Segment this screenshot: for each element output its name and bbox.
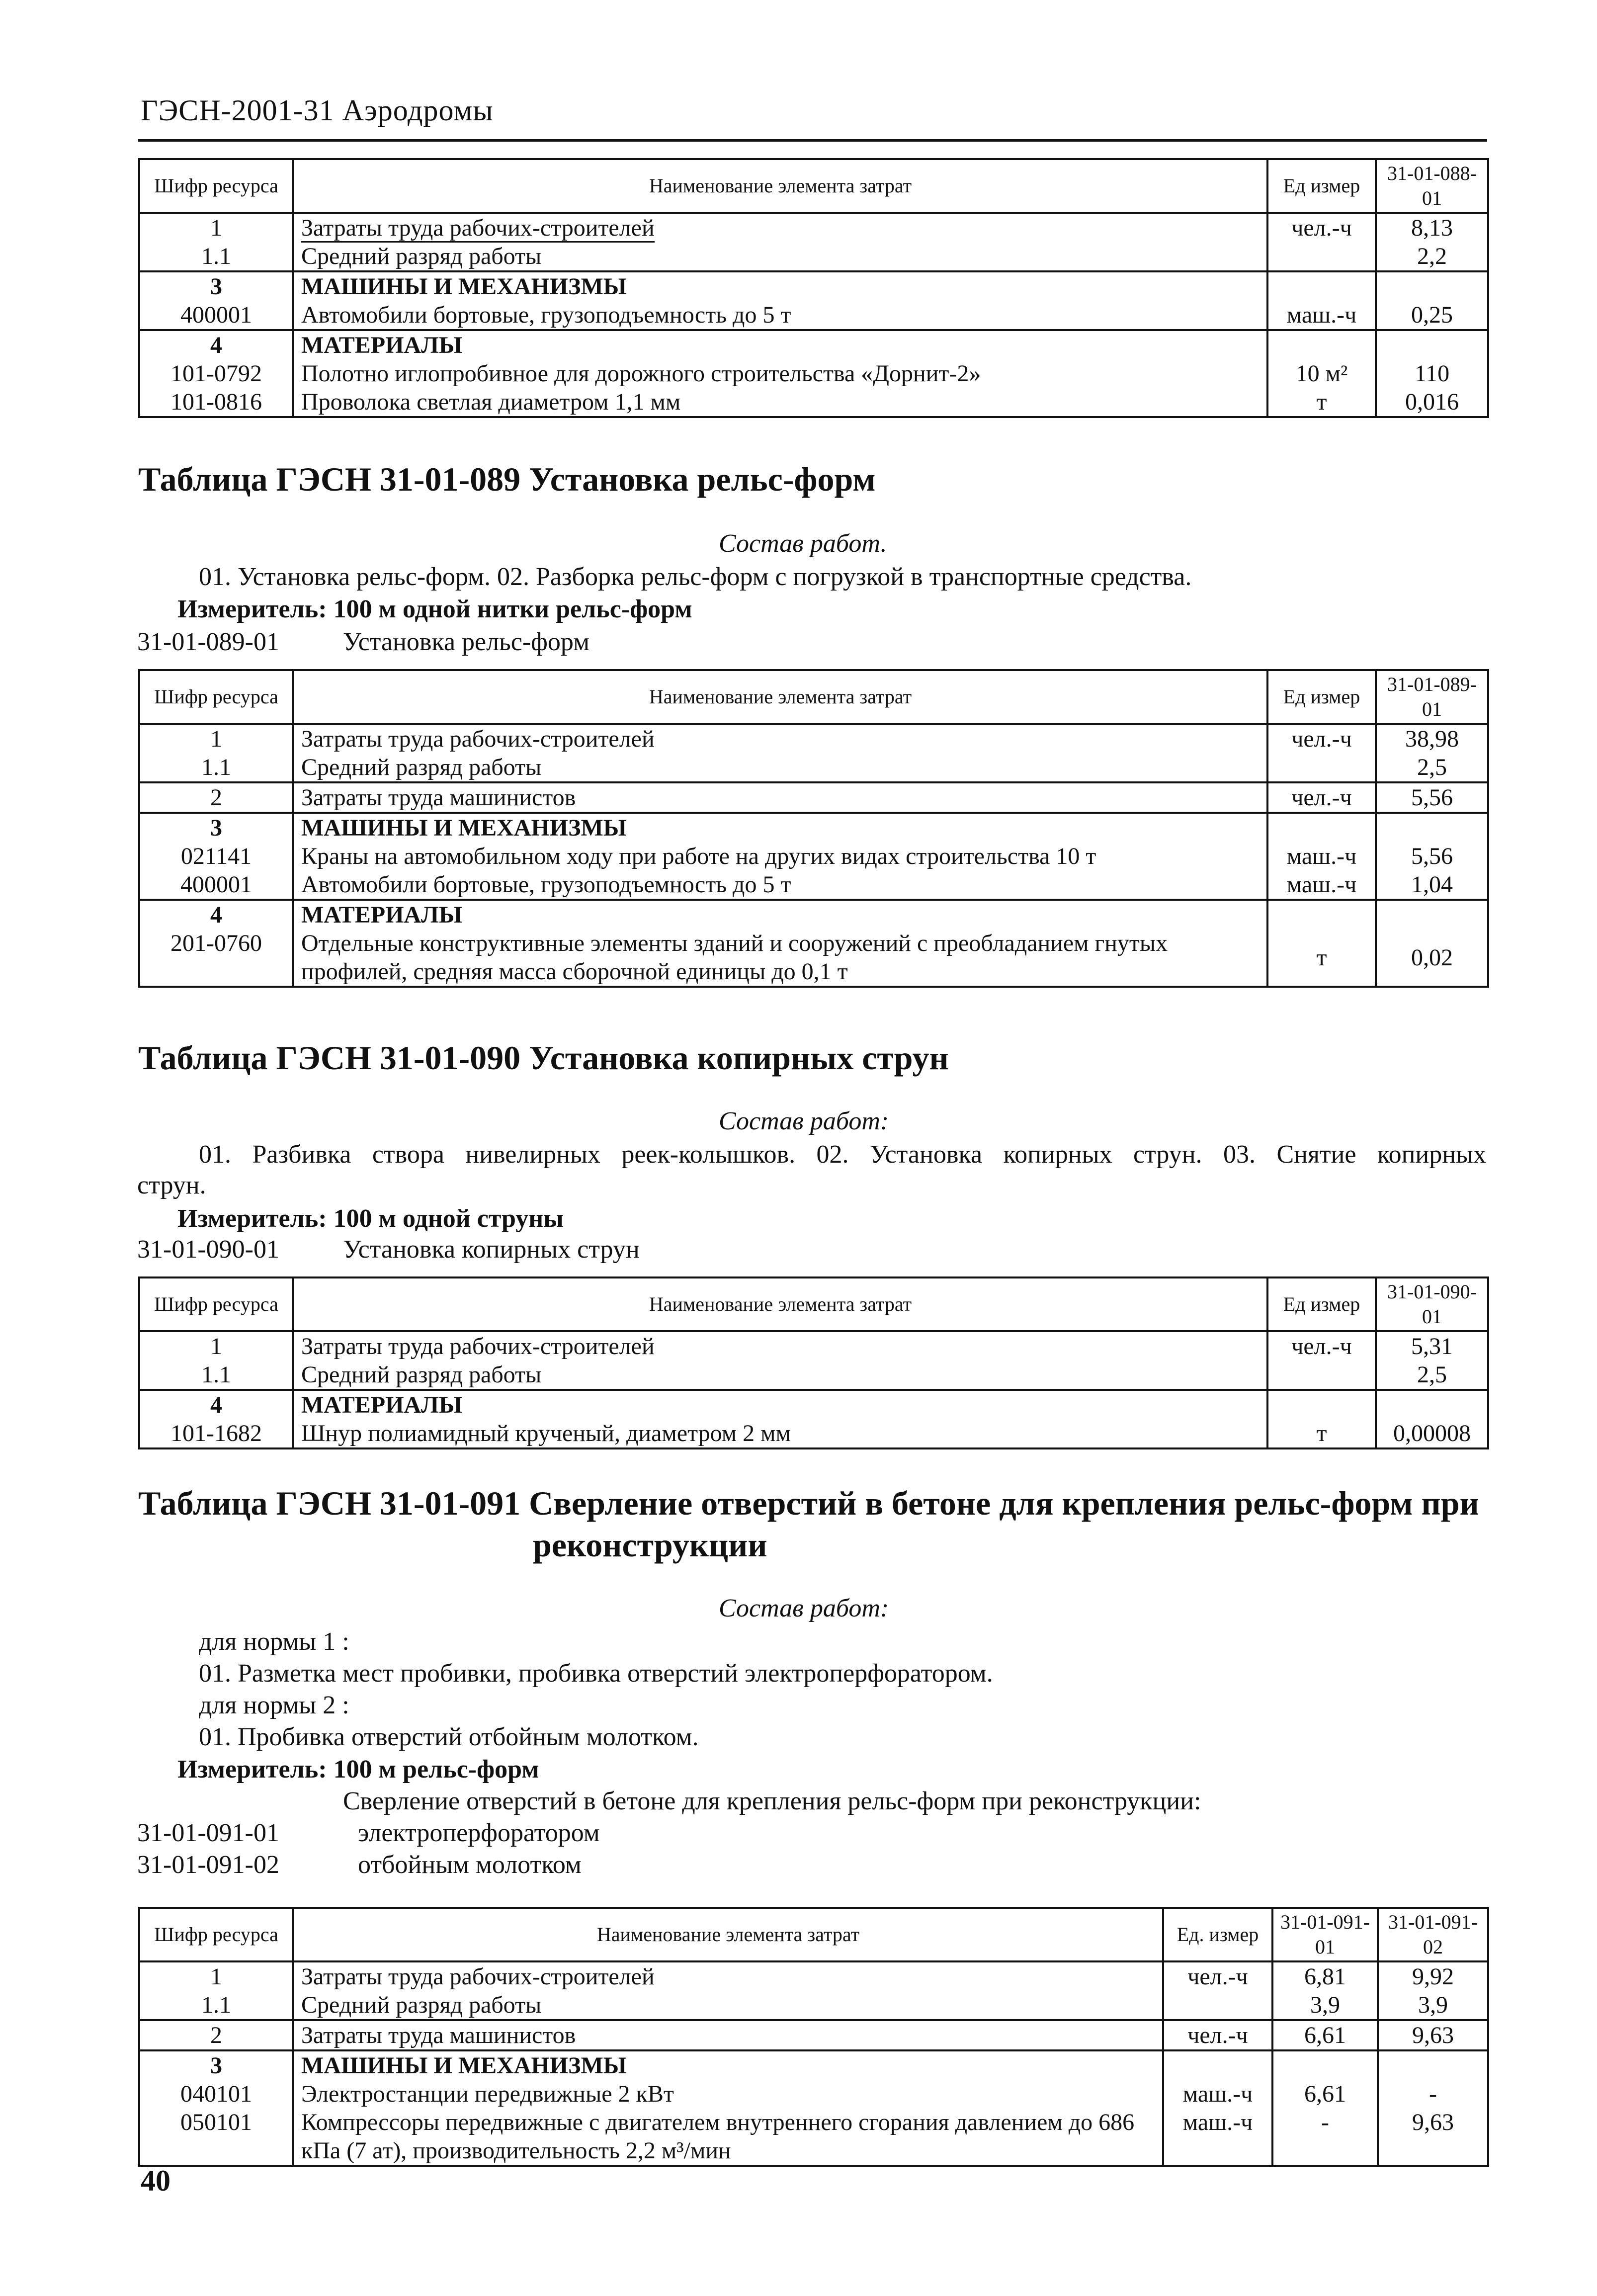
col-header-name: Наименование элемента затрат	[293, 1908, 1163, 1961]
row-name: Затраты труда рабочих-строителей	[293, 1331, 1267, 1361]
row-unit: чел.-ч	[1163, 2020, 1272, 2050]
row-name: Затраты труда машинистов	[293, 782, 1267, 813]
table-row	[139, 900, 1488, 929]
row-unit	[1267, 1390, 1376, 1419]
row-value: 1,04	[1376, 870, 1488, 900]
table-row	[139, 2050, 1488, 2080]
table-header-row	[139, 159, 1488, 213]
row-code: 1.1	[139, 753, 293, 782]
row-code: 1	[139, 1331, 293, 1361]
table-row	[139, 242, 1488, 271]
row-unit	[1267, 271, 1376, 301]
col-header-name: Наименование элемента затрат	[293, 670, 1267, 724]
row-unit: маш.-ч	[1163, 2080, 1272, 2108]
row-code: 101-0792	[139, 359, 293, 388]
table-row	[139, 2080, 1488, 2108]
measure-unit: Измеритель: 100 м одной струны	[177, 1204, 564, 1233]
running-header: ГЭСН-2001-31 Аэродромы	[141, 94, 494, 127]
row-name: Отдельные конструктивные элементы зданий и сооружений с преобладанием гнутых профилей, средняя масса сборочной единицы до 0,1 т	[293, 929, 1267, 987]
table-row	[139, 842, 1488, 870]
table-row	[139, 388, 1488, 417]
row-name: Полотно иглопробивное для дорожного строительства «Дорнит-2»	[301, 360, 981, 387]
row-value: 5,56	[1376, 782, 1488, 813]
row-code: 2	[139, 782, 293, 813]
row-group-title: МАТЕРИАЛЫ	[293, 900, 1267, 929]
row-code: 1	[139, 1961, 293, 1991]
row-value: 8,13	[1376, 213, 1488, 242]
col-header-code: Шифр ресурса	[139, 1277, 293, 1331]
resource-table-091	[138, 1907, 1489, 2167]
row-group-title: МАТЕРИАЛЫ	[293, 1390, 1267, 1419]
col-header-name: Наименование элемента затрат	[293, 159, 1267, 213]
col-header-norm: 31-01-090-01	[1376, 1277, 1488, 1331]
work-composition-label: Состав работ:	[719, 1594, 889, 1622]
table-row	[139, 213, 1488, 242]
row-name: Шнур полиамидный крученый, диаметром 2 мм	[293, 1419, 1267, 1448]
row-code: 4	[139, 1390, 293, 1419]
section-title-091-cont: реконструкции	[533, 1526, 767, 1564]
table-row	[139, 1361, 1488, 1390]
row-group-title: МАШИНЫ И МЕХАНИЗМЫ	[293, 813, 1267, 842]
row-name: Краны на автомобильном ходу при работе на других видах строительства 10 т	[301, 843, 1096, 869]
norm1-work: 01. Разметка мест пробивки, пробивка отверстий электроперфоратором.	[199, 1659, 993, 1688]
table-row	[139, 1419, 1488, 1448]
col-header-unit: Ед измер	[1267, 159, 1376, 213]
row-unit	[1267, 1361, 1376, 1390]
row-value-2: 9,63	[1378, 2108, 1488, 2166]
row-unit: т	[1267, 1419, 1376, 1448]
work-composition-text-cont: струн.	[137, 1171, 206, 1199]
table-row	[139, 301, 1488, 330]
work-composition-text: 01. Установка рельс-форм. 02. Разборка рельс-форм с погрузкой в транспортные средства.	[199, 563, 1192, 591]
col-header-code: Шифр ресурса	[139, 670, 293, 724]
work-composition-label: Состав работ.	[719, 529, 887, 558]
resource-table-089	[138, 669, 1489, 988]
col-header-unit: Ед измер	[1267, 670, 1376, 724]
row-group-title: МАШИНЫ И МЕХАНИЗМЫ	[293, 2050, 1163, 2080]
resource-table-088	[138, 158, 1489, 418]
row-value	[1376, 271, 1488, 301]
row-value-1: 6,81	[1272, 1961, 1378, 1991]
norm1-label: для нормы 1 :	[199, 1627, 349, 1656]
row-value-1: 6,61	[1272, 2080, 1378, 2108]
col-header-norm-2: 31-01-091-02	[1378, 1908, 1488, 1961]
table-header-row	[139, 1908, 1488, 1961]
row-code: 3	[139, 2050, 293, 2080]
row-name: Средний разряд работы	[301, 1992, 542, 2018]
row-code: 201-0760	[139, 929, 293, 987]
row-unit	[1267, 900, 1376, 929]
row-code: 400001	[139, 301, 293, 330]
norm-code: 31-01-089-01	[137, 628, 279, 656]
measure-unit: Измеритель: 100 м одной нитки рельс-форм	[177, 595, 692, 623]
norm-description: электроперфоратором	[358, 1819, 600, 1847]
norm2-label: для нормы 2 :	[199, 1691, 349, 1719]
row-value: 2,5	[1376, 753, 1488, 782]
row-code: 101-1682	[139, 1419, 293, 1448]
col-header-code: Шифр ресурса	[139, 1908, 293, 1961]
row-code: 021141	[139, 842, 293, 870]
row-code: 2	[139, 2020, 293, 2050]
row-value	[1376, 900, 1488, 929]
norm-description: Установка копирных струн	[343, 1235, 640, 1264]
row-unit: т	[1267, 929, 1376, 987]
row-value-2: 9,63	[1378, 2020, 1488, 2050]
row-value	[1376, 813, 1488, 842]
page-number: 40	[141, 2164, 170, 2197]
table-row	[139, 753, 1488, 782]
table-row	[139, 2020, 1488, 2050]
table-row	[139, 929, 1488, 987]
row-value-1	[1272, 2050, 1378, 2080]
row-value: 0,016	[1376, 388, 1488, 417]
row-code: 050101	[139, 2108, 293, 2166]
table-row	[139, 1331, 1488, 1361]
row-value-1: 6,61	[1272, 2020, 1378, 2050]
row-code: 1	[139, 724, 293, 753]
row-group-title: МАТЕРИАЛЫ	[293, 330, 1267, 359]
row-unit	[1267, 330, 1376, 359]
row-code: 1.1	[139, 1361, 293, 1390]
table-header-row	[139, 1277, 1488, 1331]
row-name: Затраты труда машинистов	[293, 2020, 1163, 2050]
col-header-norm: 31-01-088-01	[1376, 159, 1488, 213]
norm-description: отбойным молотком	[358, 1851, 582, 1879]
row-name: Средний разряд работы	[301, 243, 542, 269]
row-unit: чел.-ч	[1267, 213, 1376, 242]
section-title-091: Таблица ГЭСН 31-01-091 Сверление отверстий в бетоне для крепления рельс-форм при	[138, 1484, 1479, 1522]
row-unit: т	[1267, 388, 1376, 417]
section-title-090: Таблица ГЭСН 31-01-090 Установка копирных струн	[138, 1039, 949, 1077]
norm-code: 31-01-090-01	[137, 1235, 279, 1264]
row-name: Автомобили бортовые, грузоподъемность до 5 т	[301, 302, 791, 328]
row-value-2: 9,92	[1378, 1961, 1488, 1991]
row-value	[1376, 1390, 1488, 1419]
row-value-1: 3,9	[1272, 1991, 1378, 2020]
row-unit	[1267, 813, 1376, 842]
row-name: Электростанции передвижные 2 кВт	[301, 2081, 674, 2107]
measure-unit: Измеритель: 100 м рельс-форм	[177, 1755, 539, 1784]
row-value-1: -	[1272, 2108, 1378, 2166]
row-code: 4	[139, 330, 293, 359]
row-group-title: МАШИНЫ И МЕХАНИЗМЫ	[293, 271, 1267, 301]
table-row	[139, 1961, 1488, 1991]
table-row	[139, 1390, 1488, 1419]
table-row	[139, 2108, 1488, 2166]
row-value: 0,02	[1376, 929, 1488, 987]
row-code: 1	[139, 213, 293, 242]
row-name: Автомобили бортовые, грузоподъемность до 5 т	[301, 871, 791, 898]
col-header-unit: Ед. измер	[1163, 1908, 1272, 1961]
header-rule	[138, 139, 1487, 142]
table-row	[139, 359, 1488, 388]
resource-table-090	[138, 1276, 1489, 1449]
col-header-code: Шифр ресурса	[139, 159, 293, 213]
row-unit	[1163, 2050, 1272, 2080]
norm-code: 31-01-091-02	[137, 1851, 279, 1879]
row-name-text: Затраты труда рабочих-строителей	[301, 215, 655, 243]
row-code: 4	[139, 900, 293, 929]
norm-code: 31-01-091-01	[137, 1819, 279, 1847]
row-code: 400001	[139, 870, 293, 900]
row-value-2: 3,9	[1378, 1991, 1488, 2020]
table-row	[139, 724, 1488, 753]
row-name: Компрессоры передвижные с двигателем внутреннего сгорания давлением до 686 кПа (7 ат), производительность 2,2 м³/мин	[293, 2108, 1163, 2166]
row-value-2	[1378, 2050, 1488, 2080]
row-value: 5,31	[1376, 1331, 1488, 1361]
row-name	[293, 213, 1267, 242]
col-header-norm-1: 31-01-091-01	[1272, 1908, 1378, 1961]
row-value: 0,25	[1376, 301, 1488, 330]
table-row	[139, 813, 1488, 842]
row-unit: чел.-ч	[1267, 724, 1376, 753]
row-code: 040101	[139, 2080, 293, 2108]
row-unit: чел.-ч	[1267, 782, 1376, 813]
row-unit: маш.-ч	[1163, 2108, 1272, 2166]
table-header-row	[139, 670, 1488, 724]
row-unit: маш.-ч	[1267, 301, 1376, 330]
col-header-name: Наименование элемента затрат	[293, 1277, 1267, 1331]
row-name: Средний разряд работы	[301, 754, 542, 780]
row-name: Средний разряд работы	[301, 1361, 542, 1388]
row-unit: маш.-ч	[1267, 842, 1376, 870]
table-row	[139, 1991, 1488, 2020]
row-value: 38,98	[1376, 724, 1488, 753]
row-code: 1.1	[139, 1991, 293, 2020]
row-unit: маш.-ч	[1267, 870, 1376, 900]
row-value: 5,56	[1376, 842, 1488, 870]
row-value	[1376, 330, 1488, 359]
row-code: 3	[139, 813, 293, 842]
row-unit	[1163, 1991, 1272, 2020]
row-code: 101-0816	[139, 388, 293, 417]
col-header-unit: Ед измер	[1267, 1277, 1376, 1331]
row-value: 2,5	[1376, 1361, 1488, 1390]
row-code: 3	[139, 271, 293, 301]
row-unit: чел.-ч	[1163, 1961, 1272, 1991]
row-value-2: -	[1378, 2080, 1488, 2108]
table-row	[139, 330, 1488, 359]
section-title-089: Таблица ГЭСН 31-01-089 Установка рельс-форм	[138, 460, 876, 498]
norm-intro: Сверление отверстий в бетоне для крепления рельс-форм при реконструкции:	[343, 1787, 1201, 1815]
row-name: Затраты труда рабочих-строителей	[293, 724, 1267, 753]
row-value: 2,2	[1376, 242, 1488, 271]
work-composition-label: Состав работ:	[719, 1107, 889, 1135]
table-row	[139, 782, 1488, 813]
table-row	[139, 870, 1488, 900]
row-value: 110	[1376, 359, 1488, 388]
row-name: Затраты труда рабочих-строителей	[293, 1961, 1163, 1991]
row-unit	[1267, 753, 1376, 782]
row-unit: чел.-ч	[1267, 1331, 1376, 1361]
row-unit	[1267, 242, 1376, 271]
row-unit: 10 м²	[1267, 359, 1376, 388]
norm2-work: 01. Пробивка отверстий отбойным молотком.	[199, 1723, 699, 1751]
row-name: Проволока светлая диаметром 1,1 мм	[293, 388, 1267, 417]
norm-description: Установка рельс-форм	[343, 628, 589, 656]
row-value: 0,00008	[1376, 1419, 1488, 1448]
col-header-norm: 31-01-089-01	[1376, 670, 1488, 724]
work-composition-text: 01. Разбивка створа нивелирных реек-колышков. 02. Установка копирных струн. 03. Снятие копирных	[199, 1140, 1486, 1169]
table-row	[139, 271, 1488, 301]
row-code: 1.1	[139, 242, 293, 271]
